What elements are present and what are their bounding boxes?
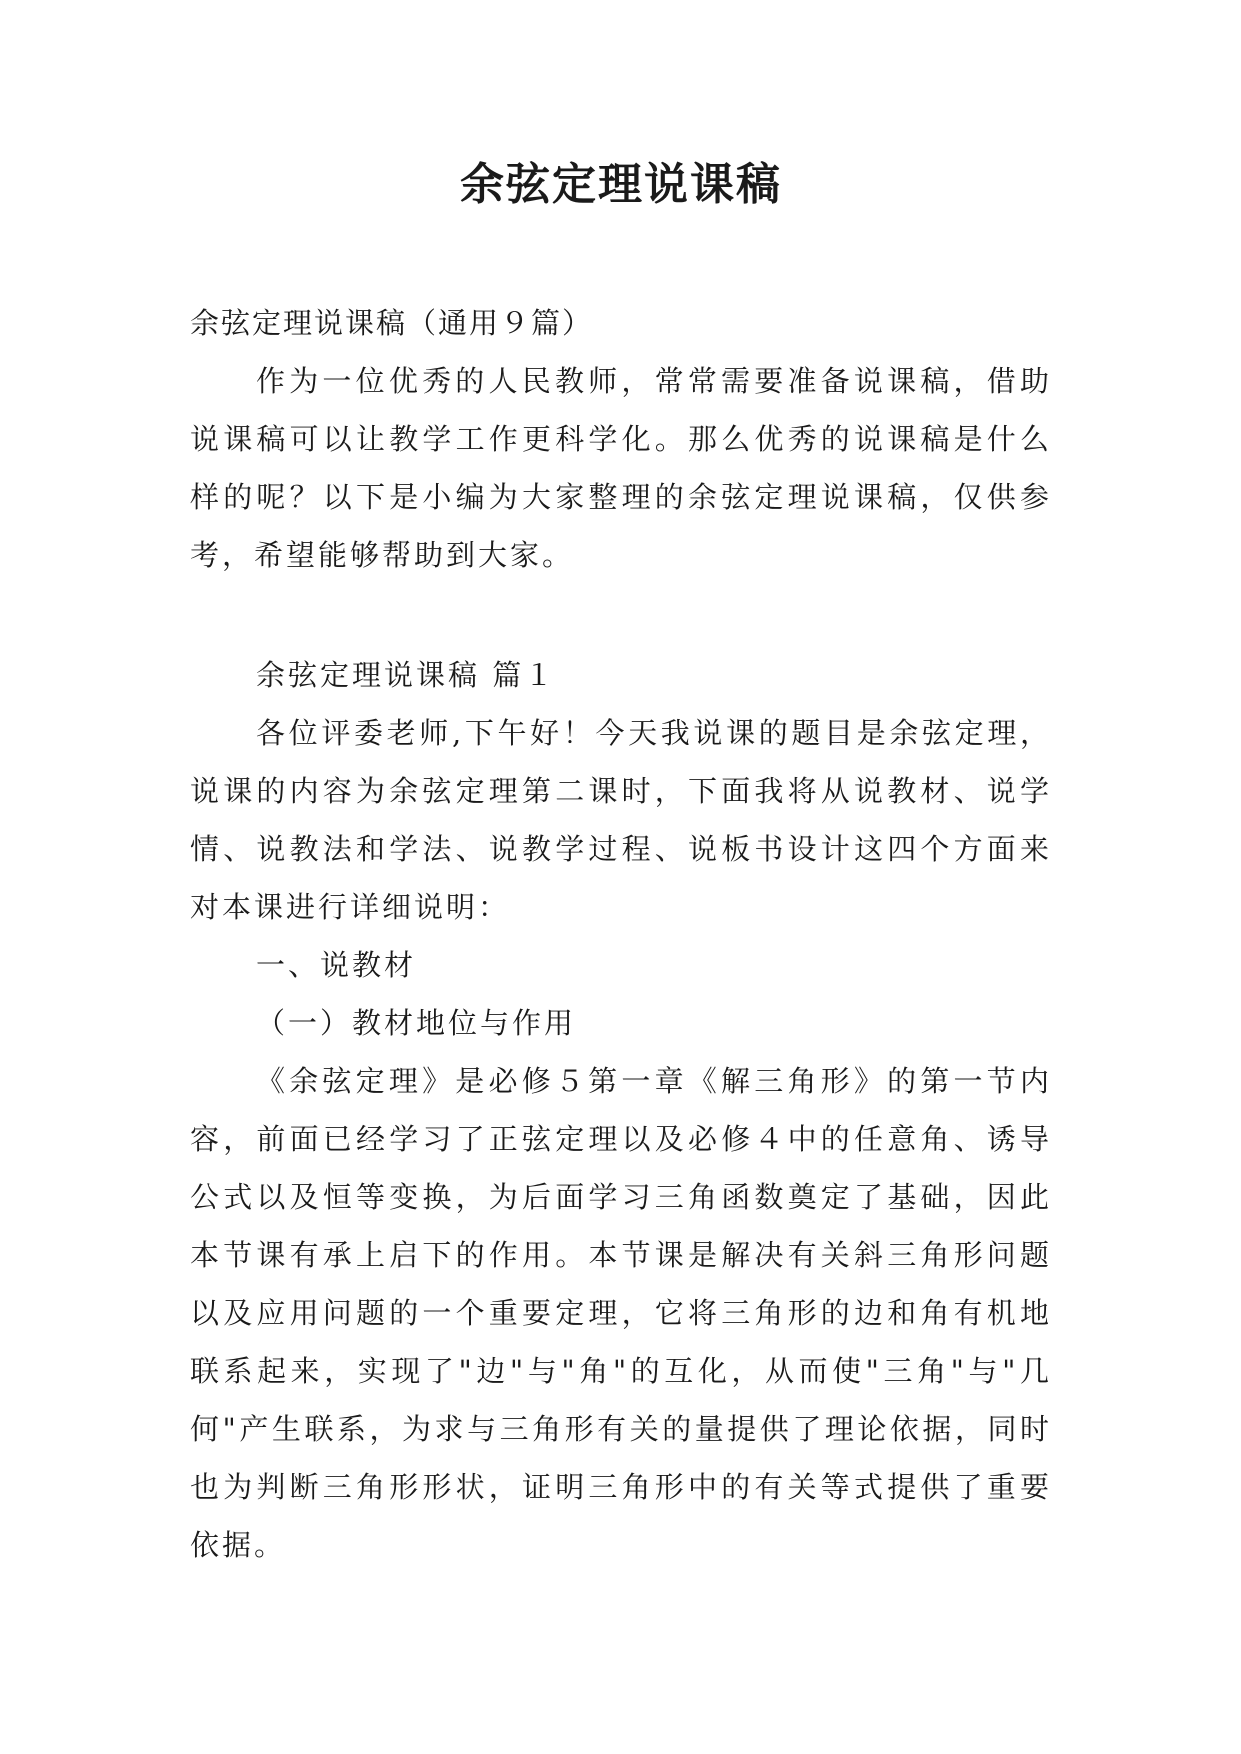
heading-textbook: 一、说教材 <box>256 948 417 982</box>
heading-textbook-role: （一）教材地位与作用 <box>256 1006 577 1040</box>
section-heading: 余弦定理说课稿 篇１ <box>256 658 557 692</box>
document-title: 余弦定理说课稿 <box>460 159 782 210</box>
document-page <box>190 150 1052 1574</box>
intro-paragraph: 作为一位优秀的人民教师，常常需要准备说课稿，借助说课稿可以让教学工作更科学化。那么优秀的说课稿是什么样的呢？以下是小编为大家整理的余弦定理说课稿，仅供参考，希望能够帮助到大家。 <box>190 364 1052 572</box>
paragraph-opening: 各位评委老师,下午好！今天我说课的题目是余弦定理，说课的内容为余弦定理第二课时，下面我将从说教材、说学情、说教法和学法、说教学过程、说板书设计这四个方面来对本课进行详细说明： <box>190 716 1052 924</box>
paragraph-textbook-role: 《余弦定理》是必修５第一章《解三角形》的第一节内容，前面已经学习了正弦定理以及必修４中的任意角、诱导公式以及恒等变换，为后面学习三角函数奠定了基础，因此本节课有承上启下的作用。本节课是解决有关斜三角形问题以及应用问题的一个重要定理，它将三角形的边和角有机地联系起来，实现了"边"与"角"的互化，从而使"三角"与"几何"产生联系，为求与三角形有关的量提供了理论依据，同时也为判断三角形形状，证明三角形中的有关等式提供了重要依据。 <box>190 1064 1052 1562</box>
document-subtitle: 余弦定理说课稿（通用９篇） <box>190 306 594 340</box>
section-gap <box>190 584 1052 646</box>
